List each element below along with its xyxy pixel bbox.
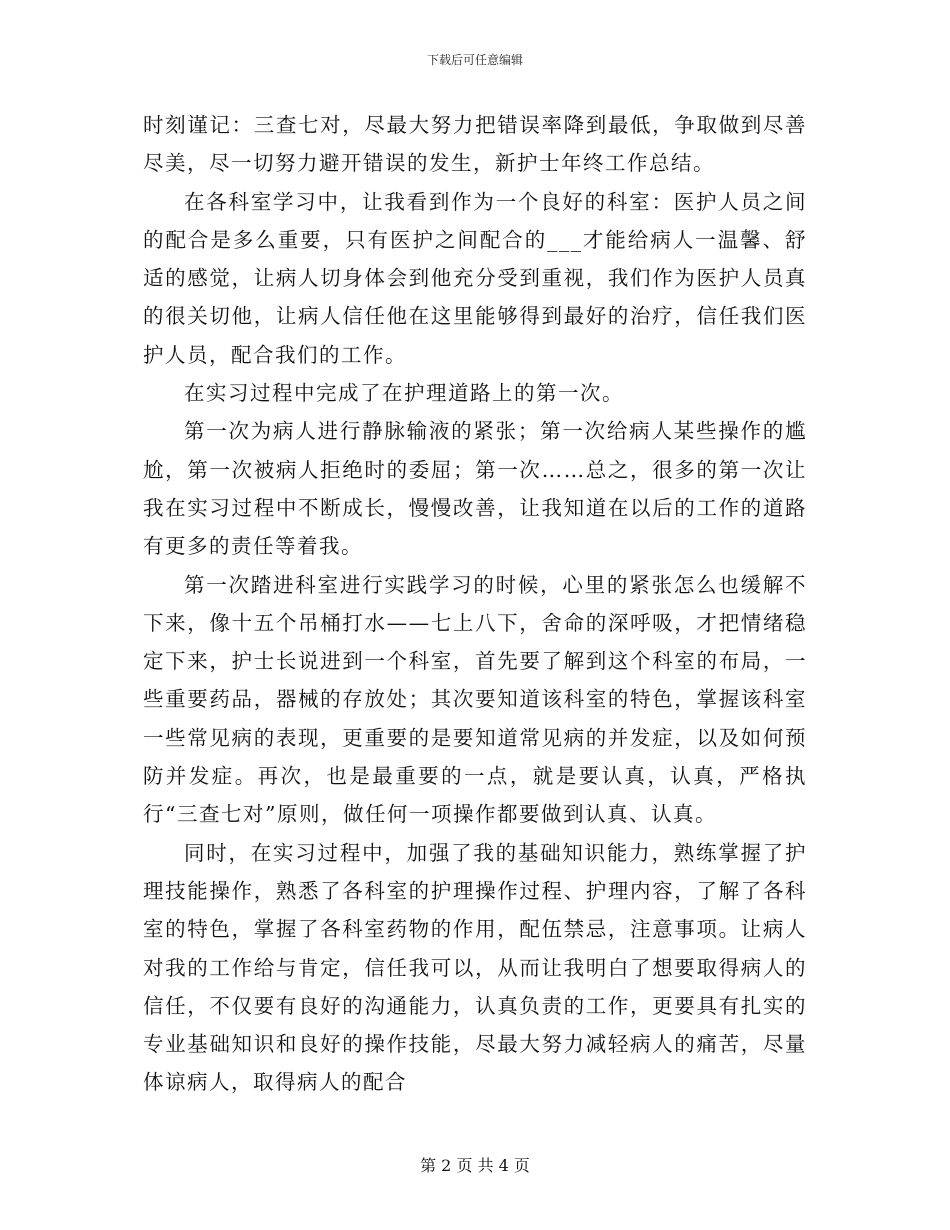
paragraph-6: 同时，在实习过程中，加强了我的基础知识能力，熟练掌握了护理技能操作，熟悉了各科室的护理操作过程、护理内容，了解了各科室的特色，掌握了各科室药物的作用，配伍禁忌，注意事项。让病人对我的工作给与肯定，信任我可以，从而让我明白了想要取得病人的信任，不仅要有良好的沟通能力，认真负责的工作，更要具有扎实的专业基础知识和良好的操作技能，尽最大努力减轻病人的痛苦，尽量体谅病人，取得病人的配合 (143, 840, 807, 1095)
paragraph-1: 时刻谨记：三查七对，尽最大努力把错误率降到最低，争取做到尽善尽美，尽一切努力避开错误的发生，新护士年终工作总结。 (143, 113, 807, 176)
page-header-note: 下载后可任意编辑 (426, 53, 523, 67)
paragraph-3: 在实习过程中完成了在护理道路上的第一次。 (184, 381, 624, 406)
paragraph-4: 第一次为病人进行静脉输液的紧张；第一次给病人某些操作的尴尬，第一次被病人拒绝时的委屈；第一次……总之，很多的第一次让我在实习过程中不断成长，慢慢改善，让我知道在以后的工作的道路有更多的责任等着我。 (143, 419, 807, 559)
paragraph-5: 第一次踏进科室进行实践学习的时候，心里的紧张怎么也缓解不下来，像十五个吊桶打水——七上八下，舍命的深呼吸，才把情绪稳定下来，护士长说进到一个科室，首先要了解到这个科室的布局，一些重要药品，器械的存放处；其次要知道该科室的特色，掌握该科室一些常见病的表现，更重要的是要知道常见病的并发症，以及如何预防并发症。再次，也是最重要的一点，就是要认真，认真，严格执行“三查七对”原则，做任何一项操作都要做到认真、认真。 (143, 572, 807, 827)
document-body (143, 106, 807, 1102)
page-number: 第 2 页 共 4 页 (420, 1156, 530, 1175)
paragraph-2: 在各科室学习中，让我看到作为一个良好的科室：医护人员之间的配合是多么重要，只有医护之间配合的___才能给病人一温馨、舒适的感觉，让病人切身体会到他充分受到重视，我们作为医护人员真的很关切他，让病人信任他在这里能够得到最好的治疗，信任我们医护人员，配合我们的工作。 (143, 189, 807, 367)
